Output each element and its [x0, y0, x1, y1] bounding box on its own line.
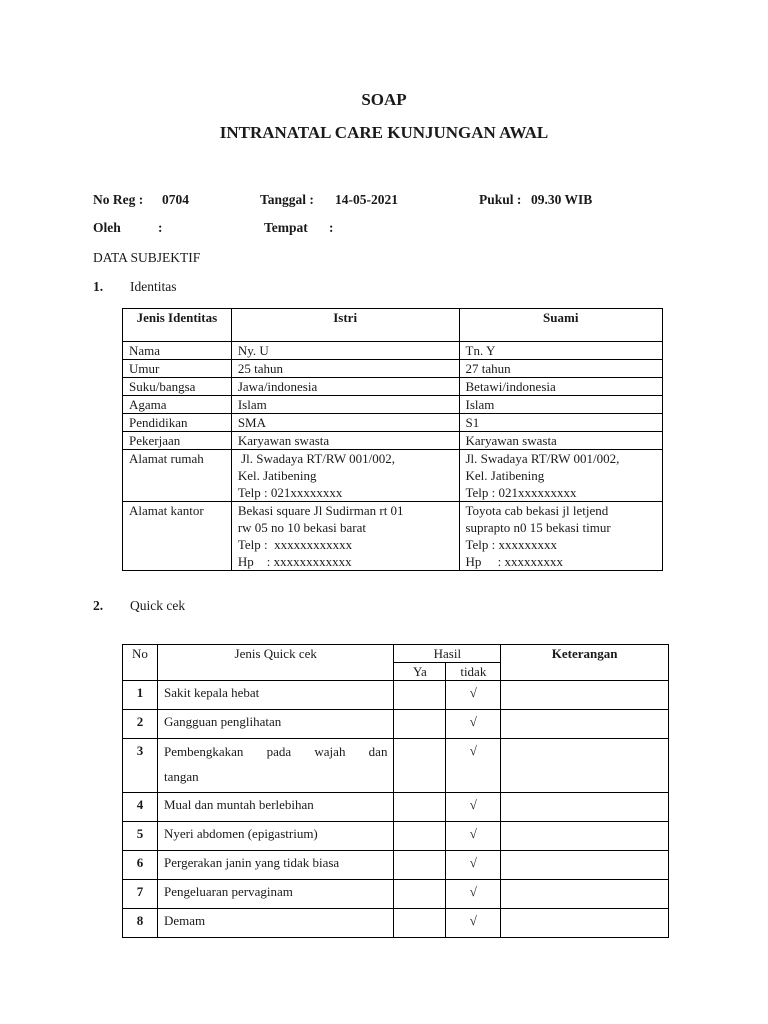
- row-number: 7: [123, 880, 158, 909]
- row-ya: [394, 851, 446, 880]
- cell-label: Umur: [123, 360, 232, 378]
- cell-label: Pendidikan: [123, 414, 232, 432]
- table-row: [123, 378, 663, 396]
- row-keterangan: [501, 880, 669, 909]
- identitas-table: [122, 308, 663, 571]
- row-jenis: Pergerakan janin yang tidak biasa: [157, 851, 393, 880]
- pukul-value: 09.30 WIB: [531, 192, 593, 207]
- row-ya: [394, 909, 446, 938]
- table-row: [123, 822, 669, 851]
- table-row: [123, 432, 663, 450]
- cell-label: Nama: [123, 342, 232, 360]
- telp-line: Telp : 021xxxxxxxx: [237, 485, 343, 500]
- table-row: [123, 880, 669, 909]
- quickcek-table: [122, 644, 669, 938]
- row-ya: [394, 793, 446, 822]
- cell-label: Agama: [123, 396, 232, 414]
- table-row: [123, 739, 669, 793]
- table-row-alamat-rumah: [123, 450, 663, 502]
- section-heading: DATA SUBJEKTIF: [93, 250, 201, 265]
- row-ya: [394, 681, 446, 710]
- header-keterangan: Keterangan: [501, 645, 669, 681]
- alamat-line: Kel. Jatibening: [465, 468, 545, 483]
- identitas-header-row: [123, 309, 663, 342]
- row-number: 5: [123, 822, 158, 851]
- header-istri: Istri: [231, 309, 459, 342]
- row-number: 1: [123, 681, 158, 710]
- row-tidak-check: √: [446, 909, 501, 938]
- row-jenis: Pengeluaran pervaginam: [157, 880, 393, 909]
- row-number: 6: [123, 851, 158, 880]
- cell-label: Alamat rumah: [123, 450, 232, 502]
- document-subtitle: INTRANATAL CARE KUNJUNGAN AWAL: [219, 123, 549, 142]
- row-jenis: Mual dan muntah berlebihan: [157, 793, 393, 822]
- jenis-line: tangan: [163, 769, 199, 784]
- cell-label: Suku/bangsa: [123, 378, 232, 396]
- telp-line: Telp : 021xxxxxxxxx: [465, 485, 577, 500]
- table-row: [123, 360, 663, 378]
- table-row: [123, 342, 663, 360]
- tanggal-value: 14-05-2021: [335, 192, 398, 207]
- row-tidak-check: √: [446, 739, 501, 793]
- table-row: [123, 793, 669, 822]
- table-row: [123, 851, 669, 880]
- noreg-value: 0704: [162, 192, 189, 207]
- alamat-line: suprapto n0 15 bekasi timur: [465, 520, 611, 535]
- tanggal-label: Tanggal :: [260, 192, 314, 207]
- table-row: [123, 681, 669, 710]
- row-tidak-check: √: [446, 851, 501, 880]
- table-row: [123, 710, 669, 739]
- row-tidak-check: √: [446, 822, 501, 851]
- header-jenis-identitas: Jenis Identitas: [123, 309, 232, 342]
- alamat-line: Bekasi square Jl Sudirman rt 01: [237, 503, 404, 518]
- header-jenis: Jenis Quick cek: [157, 645, 393, 681]
- alamat-line: Kel. Jatibening: [237, 468, 317, 483]
- row-jenis: Gangguan penglihatan: [157, 710, 393, 739]
- cell-suami: [459, 450, 663, 502]
- tempat-sep: :: [329, 220, 334, 235]
- quickcek-header-row: [123, 645, 669, 663]
- row-number: 4: [123, 793, 158, 822]
- oleh-label: Oleh: [93, 220, 121, 235]
- header-hasil: Hasil: [394, 645, 501, 663]
- cell-istri: Jawa/indonesia: [231, 378, 459, 396]
- header-tidak: tidak: [446, 663, 501, 681]
- row-jenis: Nyeri abdomen (epigastrium): [157, 822, 393, 851]
- row-tidak-check: √: [446, 880, 501, 909]
- row-number: 2: [123, 710, 158, 739]
- row-ya: [394, 710, 446, 739]
- noreg-label: No Reg :: [93, 192, 144, 207]
- cell-suami: S1: [459, 414, 663, 432]
- table-row: [123, 909, 669, 938]
- row-tidak-check: √: [446, 710, 501, 739]
- row-keterangan: [501, 793, 669, 822]
- pukul-label: Pukul :: [479, 192, 522, 207]
- table-row-alamat-kantor: [123, 502, 663, 571]
- row-keterangan: [501, 851, 669, 880]
- row-jenis: [157, 739, 393, 793]
- row-jenis: Sakit kepala hebat: [157, 681, 393, 710]
- document-title: SOAP: [361, 90, 407, 109]
- item1-number: 1.: [93, 279, 104, 294]
- cell-istri: Ny. U: [231, 342, 459, 360]
- alamat-line: Toyota cab bekasi jl letjend: [465, 503, 609, 518]
- hp-line: Hp : xxxxxxxxxxxx: [237, 554, 352, 569]
- row-tidak-check: √: [446, 793, 501, 822]
- row-tidak-check: √: [446, 681, 501, 710]
- cell-suami: Betawi/indonesia: [459, 378, 663, 396]
- cell-label: Pekerjaan: [123, 432, 232, 450]
- cell-suami: [459, 502, 663, 571]
- cell-suami: 27 tahun: [459, 360, 663, 378]
- tempat-label: Tempat: [264, 220, 308, 235]
- row-keterangan: [501, 909, 669, 938]
- jenis-line: Pembengkakan pada wajah dan: [163, 744, 388, 759]
- row-keterangan: [501, 822, 669, 851]
- cell-istri: SMA: [231, 414, 459, 432]
- item1-label: Identitas: [130, 279, 177, 294]
- cell-istri: Islam: [231, 396, 459, 414]
- header-ya: Ya: [394, 663, 446, 681]
- table-row: [123, 396, 663, 414]
- row-keterangan: [501, 710, 669, 739]
- telp-line: Telp : xxxxxxxxx: [465, 537, 558, 552]
- alamat-line: Jl. Swadaya RT/RW 001/002,: [237, 451, 395, 466]
- row-number: 8: [123, 909, 158, 938]
- row-ya: [394, 822, 446, 851]
- item2-number: 2.: [93, 598, 104, 613]
- hp-line: Hp : xxxxxxxxx: [465, 554, 563, 569]
- cell-istri: [231, 450, 459, 502]
- row-number: 3: [123, 739, 158, 793]
- row-jenis: Demam: [157, 909, 393, 938]
- cell-istri: Karyawan swasta: [231, 432, 459, 450]
- alamat-line: rw 05 no 10 bekasi barat: [237, 520, 366, 535]
- cell-label: Alamat kantor: [123, 502, 232, 571]
- telp-line: Telp : xxxxxxxxxxxx: [237, 537, 353, 552]
- item2-label: Quick cek: [130, 598, 186, 613]
- cell-suami: Tn. Y: [459, 342, 663, 360]
- cell-suami: Karyawan swasta: [459, 432, 663, 450]
- row-ya: [394, 739, 446, 793]
- row-keterangan: [501, 681, 669, 710]
- alamat-line: Jl. Swadaya RT/RW 001/002,: [465, 451, 620, 466]
- cell-suami: Islam: [459, 396, 663, 414]
- header-no: No: [123, 645, 158, 681]
- row-ya: [394, 880, 446, 909]
- row-keterangan: [501, 739, 669, 793]
- table-row: [123, 414, 663, 432]
- cell-istri: 25 tahun: [231, 360, 459, 378]
- cell-istri: [231, 502, 459, 571]
- header-suami: Suami: [459, 309, 663, 342]
- oleh-sep: :: [158, 220, 163, 235]
